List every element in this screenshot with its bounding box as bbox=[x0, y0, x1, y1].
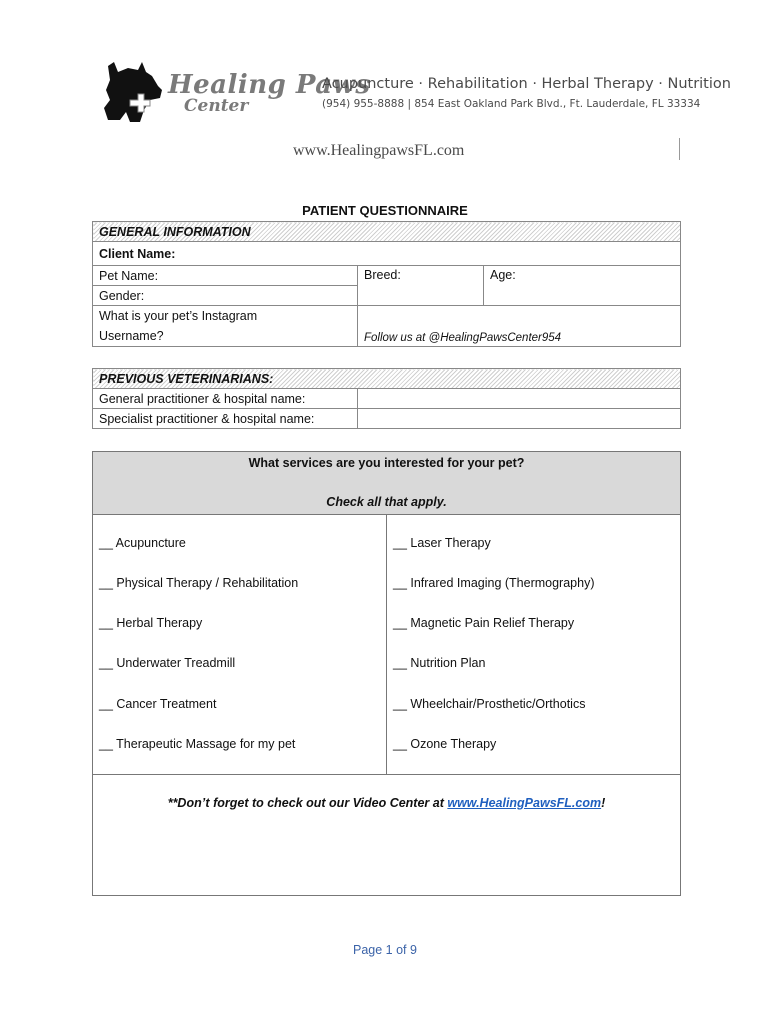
page-title: PATIENT QUESTIONNAIRE bbox=[302, 203, 468, 218]
option-infrared-imaging[interactable]: __ Infrared Imaging (Thermography) bbox=[393, 576, 595, 590]
header-address: (954) 955-8888 | 854 East Oakland Park Blvd., Ft. Lauderdale, FL 33334 bbox=[322, 98, 701, 110]
instagram-question bbox=[93, 306, 358, 347]
previous-vets-heading: PREVIOUS VETERINARIANS: bbox=[93, 369, 681, 389]
header-services: Acupuncture · Rehabilitation · Herbal Therapy · Nutrition bbox=[322, 76, 731, 92]
instagram-question-line1: What is your pet’s Instagram bbox=[99, 309, 258, 323]
header-website: www.HealingpawsFL.com bbox=[293, 142, 465, 159]
option-acupuncture[interactable]: __ Acupuncture bbox=[99, 536, 186, 550]
cursor-bar bbox=[679, 138, 680, 160]
previous-vets-table bbox=[92, 368, 681, 429]
video-note-prefix: **Don’t forget to check out our Video Center at bbox=[167, 796, 448, 810]
option-physical-therapy[interactable]: __ Physical Therapy / Rehabilitation bbox=[99, 576, 299, 590]
specialist-field[interactable] bbox=[358, 409, 681, 429]
option-underwater-treadmill[interactable]: __ Underwater Treadmill bbox=[99, 656, 236, 670]
specialist-label: Specialist practitioner & hospital name: bbox=[93, 409, 358, 429]
option-cancer-treatment[interactable]: __ Cancer Treatment bbox=[99, 697, 217, 711]
video-center-link[interactable]: www.HealingPawsFL.com bbox=[447, 796, 602, 810]
logo-text: Healing Paws bbox=[168, 70, 371, 100]
gender-field[interactable]: Gender: bbox=[93, 286, 358, 306]
services-bottom-rule bbox=[93, 774, 680, 775]
client-name-label: Client Name: bbox=[99, 246, 176, 261]
option-laser-therapy[interactable]: __ Laser Therapy bbox=[393, 536, 491, 550]
breed-field[interactable]: Breed: bbox=[358, 266, 484, 306]
option-magnetic-pain-relief[interactable]: __ Magnetic Pain Relief Therapy bbox=[393, 616, 575, 630]
option-ozone-therapy[interactable]: __ Ozone Therapy bbox=[393, 737, 497, 751]
services-section bbox=[92, 451, 681, 896]
follow-us-text: Follow us at @HealingPawsCenter954 bbox=[364, 332, 562, 344]
general-info-table bbox=[92, 221, 681, 347]
services-check-all: Check all that apply. bbox=[326, 495, 447, 509]
logo-subtext: Center bbox=[184, 96, 249, 116]
instagram-field[interactable] bbox=[358, 306, 681, 347]
general-practitioner-label: General practitioner & hospital name: bbox=[93, 389, 358, 409]
instagram-question-line2: Username? bbox=[99, 329, 164, 343]
pet-name-field[interactable]: Pet Name: bbox=[93, 266, 358, 286]
general-practitioner-field[interactable] bbox=[358, 389, 681, 409]
age-field[interactable]: Age: bbox=[484, 266, 681, 306]
option-therapeutic-massage[interactable]: __ Therapeutic Massage for my pet bbox=[99, 737, 296, 751]
client-name-field[interactable] bbox=[93, 242, 681, 266]
general-info-heading: GENERAL INFORMATION bbox=[93, 222, 681, 242]
services-header bbox=[93, 452, 680, 515]
page-number: Page 1 of 9 bbox=[353, 943, 417, 957]
video-center-note bbox=[93, 796, 680, 810]
option-herbal-therapy[interactable]: __ Herbal Therapy bbox=[99, 616, 203, 630]
option-wheelchair[interactable]: __ Wheelchair/Prosthetic/Orthotics bbox=[393, 697, 586, 711]
services-divider bbox=[386, 514, 387, 774]
video-note-suffix: ! bbox=[601, 796, 606, 810]
option-nutrition-plan[interactable]: __ Nutrition Plan bbox=[393, 656, 486, 670]
logo-dog-cat-icon bbox=[100, 60, 164, 126]
services-question: What services are you interested for your pet? bbox=[248, 456, 525, 470]
